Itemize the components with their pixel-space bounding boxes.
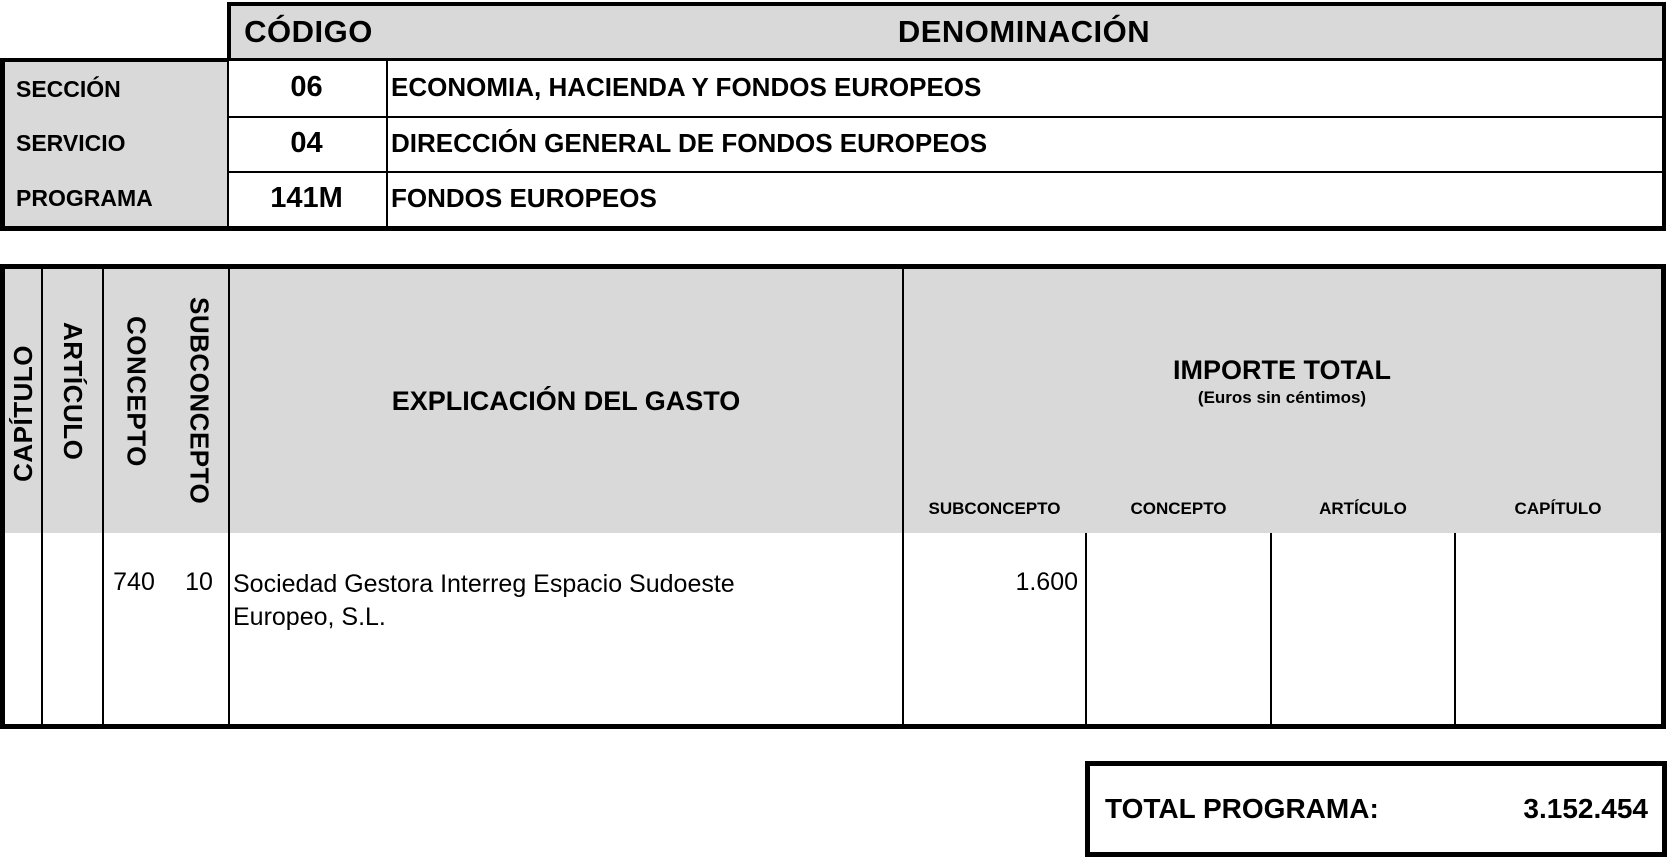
concepto-column-header: CONCEPTO (121, 315, 152, 467)
total-programa-label: TOTAL PROGRAMA: (1105, 793, 1379, 824)
capitulo-column-header: CAPÍTULO (8, 344, 38, 482)
importe-articulo-header: ARTÍCULO (1319, 499, 1407, 518)
divider (1454, 533, 1456, 724)
row-importe-subconcepto: 1.600 (1015, 568, 1078, 596)
importe-concepto-header: CONCEPTO (1130, 499, 1227, 518)
programa-label: PROGRAMA (0, 171, 229, 231)
explicacion-column-header: EXPLICACIÓN DEL GASTO (391, 385, 741, 416)
seccion-code: 06 (227, 58, 388, 118)
row-concepto: 740 (113, 568, 155, 596)
importe-subconcepto-header: SUBCONCEPTO (928, 499, 1061, 518)
row-subconcepto: 10 (185, 568, 213, 596)
importe-total-header (903, 355, 1661, 408)
importe-total-title: IMPORTE TOTAL (1173, 355, 1391, 385)
seccion-name: ECONOMIA, HACIENDA Y FONDOS EUROPEOS (386, 58, 1666, 118)
servicio-label: SERVICIO (0, 116, 229, 173)
total-programa-box (1085, 761, 1667, 857)
row-explicacion: Sociedad Gestora Interreg Espacio Sudoeste Europeo, S.L. (233, 570, 735, 631)
servicio-code: 04 (227, 116, 388, 173)
divider (41, 269, 43, 724)
importe-total-subtitle: (Euros sin céntimos) (1197, 388, 1367, 407)
articulo-column-header: ARTÍCULO (58, 321, 88, 461)
subconcepto-column-header: SUBCONCEPTO (184, 297, 215, 505)
divider (902, 269, 904, 724)
name-column-header: DENOMINACIÓN (386, 2, 1666, 61)
servicio-name: DIRECCIÓN GENERAL DE FONDOS EUROPEOS (386, 116, 1666, 173)
programa-code: 141M (227, 171, 388, 231)
divider (228, 269, 230, 724)
divider (1270, 533, 1272, 724)
seccion-label: SECCIÓN (0, 58, 229, 118)
programa-name: FONDOS EUROPEOS (386, 171, 1666, 231)
divider (102, 269, 104, 724)
importe-capitulo-header: CAPÍTULO (1514, 499, 1602, 518)
code-column-header: CÓDIGO (227, 2, 388, 61)
total-programa-value: 3.152.454 (1523, 793, 1648, 824)
divider (1085, 533, 1087, 724)
